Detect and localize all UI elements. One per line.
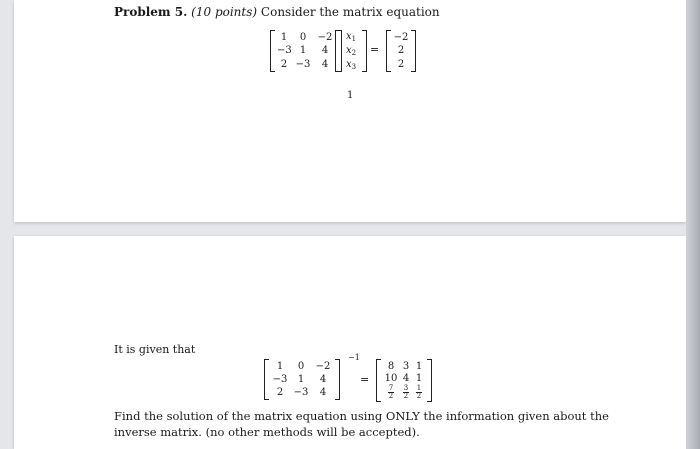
given-matrix-a-cell: 2 <box>276 387 284 398</box>
inverse-exponent: −1 <box>348 353 360 362</box>
window-edge <box>686 0 700 449</box>
page-2 <box>14 236 686 449</box>
fraction-denominator: 2 <box>403 392 409 401</box>
given-matrix-a-cell: 1 <box>297 374 305 385</box>
matrix-a <box>270 30 342 72</box>
variable-base: x <box>345 31 352 42</box>
fraction-numerator: 1 <box>416 384 422 393</box>
vector-b <box>386 30 416 72</box>
given-matrix-a-cell: 0 <box>297 361 305 372</box>
fraction-denominator: 2 <box>388 392 394 401</box>
vector-b-cell: 2 <box>397 58 405 70</box>
matrix-a-cell: 1 <box>280 32 288 44</box>
given-matrix-a-cell: 4 <box>319 387 327 398</box>
fraction-denominator: 2 <box>416 392 422 401</box>
variable-subscript: 2 <box>351 49 357 57</box>
given-matrix-a-cell: 1 <box>276 361 284 372</box>
given-matrix-a-cells <box>269 359 335 400</box>
vector-x-cell <box>342 45 360 59</box>
instruction-line-2: inverse matrix. (no other methods will be accepted). <box>114 425 420 439</box>
matrix-a-cell: −3 <box>277 45 292 57</box>
given-matrix-a-cell: −2 <box>315 361 331 372</box>
inverse-matrix-cells <box>381 359 427 402</box>
page-number: 1 <box>347 90 354 101</box>
problem-statement: Consider the matrix equation <box>260 5 440 19</box>
inverse-cell: 1 <box>415 372 423 384</box>
fraction-numerator: 3 <box>403 384 409 393</box>
equals-sign: = <box>370 43 380 56</box>
page-1 <box>14 0 686 222</box>
variable-subscript: 1 <box>351 35 357 43</box>
given-matrix-a-cell: −3 <box>293 387 309 398</box>
vector-x-cell <box>342 31 360 45</box>
vector-x <box>335 30 367 72</box>
matrix-a-cell: 4 <box>321 58 329 70</box>
vector-x-cells <box>340 30 362 72</box>
vector-x-cell <box>342 59 360 73</box>
fraction <box>416 385 422 400</box>
fraction <box>403 385 409 400</box>
given-equals-sign: = <box>360 373 370 386</box>
inverse-cell: 4 <box>402 372 410 384</box>
inverse-cell: 1 <box>415 360 423 372</box>
variable-subscript: 3 <box>351 63 357 71</box>
matrix-a-cell: 2 <box>280 58 288 70</box>
inverse-cell <box>399 385 413 400</box>
given-matrix-a <box>264 359 340 400</box>
given-intro: It is given that <box>114 343 196 356</box>
vector-b-cells <box>391 30 411 72</box>
problem-heading <box>114 5 440 19</box>
given-matrix-a-cell: −3 <box>272 374 288 385</box>
given-matrix-a-cell: 4 <box>319 374 327 385</box>
vector-b-cell: −2 <box>393 32 409 44</box>
inverse-matrix <box>376 359 432 402</box>
inverse-cell: 3 <box>402 360 410 372</box>
problem-label: Problem 5. <box>114 5 188 19</box>
problem-points: (10 points) <box>191 5 258 19</box>
inverse-cell: 10 <box>384 372 398 384</box>
variable-base: x <box>345 59 352 70</box>
matrix-a-cells <box>275 30 337 72</box>
variable-base: x <box>345 45 352 56</box>
matrix-a-cell: 4 <box>321 45 329 57</box>
vector-b-cell: 2 <box>397 45 405 57</box>
fraction <box>388 385 394 400</box>
inverse-cell <box>383 385 399 400</box>
inverse-cell <box>413 385 425 400</box>
matrix-a-cell: −3 <box>295 58 311 70</box>
matrix-a-cell: 1 <box>299 45 307 57</box>
inverse-cell: 8 <box>387 360 395 372</box>
matrix-a-cell: 0 <box>299 32 307 44</box>
fraction-numerator: 7 <box>388 384 394 393</box>
matrix-a-cell: −2 <box>317 32 333 44</box>
instruction-line-1: Find the solution of the matrix equation using ONLY the information given about the <box>114 409 609 423</box>
